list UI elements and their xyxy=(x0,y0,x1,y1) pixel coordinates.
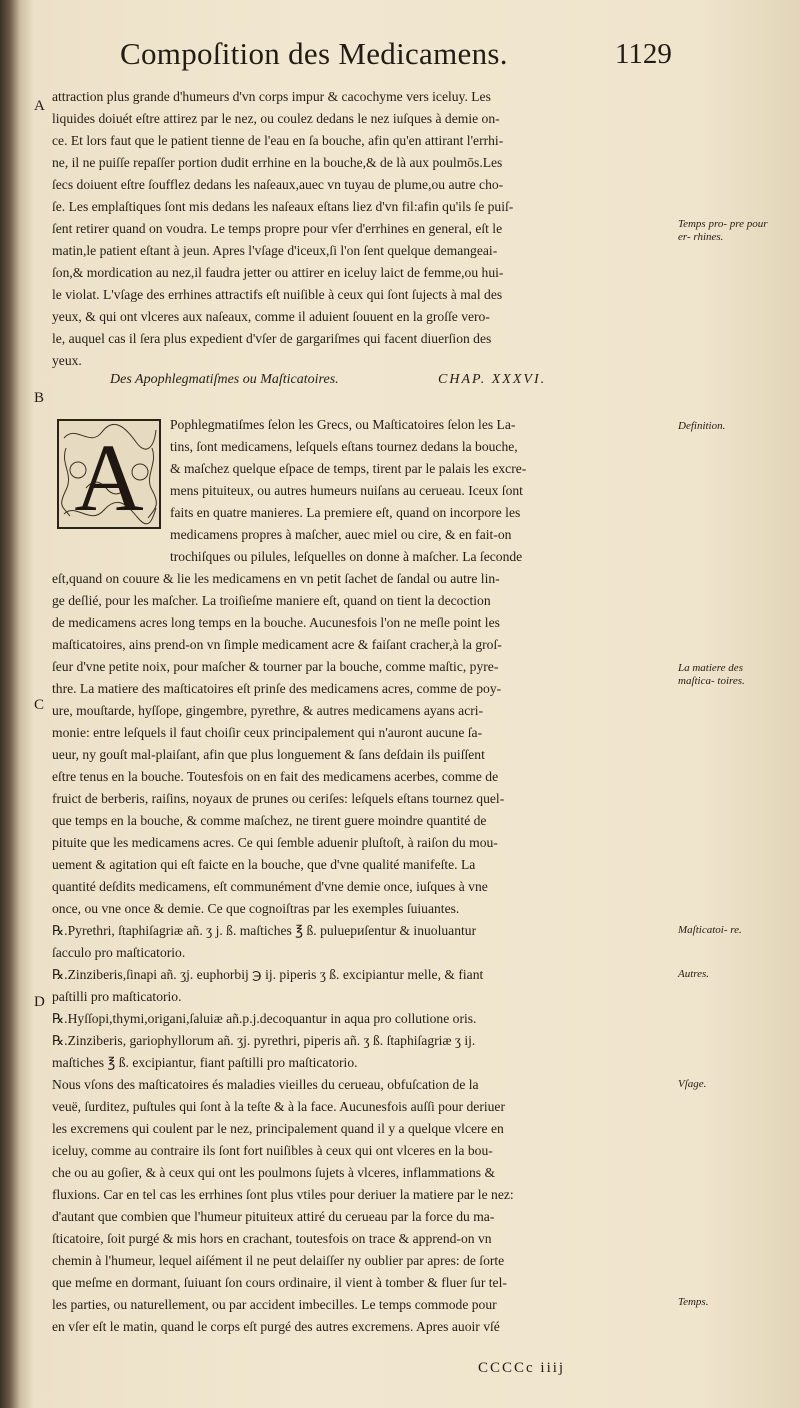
text-line: mens pituiteux, ou autres humeurs nuiſans au cerueau. Iceux ſont xyxy=(170,483,523,498)
chapter-number: CHAP. XXXVI. xyxy=(438,372,547,387)
text-line: thre. La matiere des maſticatoires eſt prinſe des medicamens acres, comme de poy- xyxy=(52,681,502,696)
text-line: medicamens propres à maſcher, auec miel ou cire, & en fait-on xyxy=(170,527,512,542)
side-note-masticatoire: Maſticatoi- re. xyxy=(678,924,742,936)
side-note-autres: Autres. xyxy=(678,968,710,980)
margin-letter-b: B xyxy=(34,390,45,406)
recipe-line: paſtilli pro maſticatorio. xyxy=(52,989,182,1004)
page-number: 1129 xyxy=(615,38,672,70)
recipe-line: ſacculo pro maſticatorio. xyxy=(52,945,186,960)
signature-mark: CCCCc iiij xyxy=(478,1360,566,1376)
decorated-initial xyxy=(56,418,162,530)
running-title: Compoſition des Medicamens. xyxy=(120,36,508,71)
text-line: ne, il ne puiſſe repaſſer portion dudit errhine en la bouche,& de là aux poulmōs.Les xyxy=(52,155,503,170)
initial-letter: A xyxy=(74,424,144,530)
text-line: ueur, ny gouſt mal-plaiſant, afin que plus longuement & ſans deſdain ils puiſſent xyxy=(52,747,485,762)
running-header xyxy=(120,36,680,84)
side-note-temps: Temps pro- pre pour er- rhines. xyxy=(678,218,768,243)
recipe-line: ℞.Zinziberis,ſinapi añ. ʒj. euphorbij ℈ ij. piperis ʒ ß. excipiantur melle, & fiant xyxy=(52,967,484,982)
text-line: en vſer eſt le matin, quand le corps eſt purgé des autres excremens. Apres auoir vſé xyxy=(52,1319,500,1334)
text-line: de medicamens acres long temps en la bouche. Aucunesfois l'on ne meſle point les xyxy=(52,615,500,630)
text-line: pituite que les medicamens acres. Ce qui ſemble aduenir pluſtoſt, à raiſon du mou- xyxy=(52,835,498,850)
chapter-title: Des Apophlegmatiſmes ou Maſticatoires. xyxy=(110,372,339,387)
text-line: che ou au goſier, & à ceux qui ont les poulmons ſujets à vlceres, inflammations & xyxy=(52,1165,496,1180)
text-line: & maſchez quelque eſpace de temps, tirent par le palais les excre- xyxy=(170,461,527,476)
text-line: eſtre tenus en la bouche. Toutesfois on en fait des medicamens acerbes, comme de xyxy=(52,769,499,784)
text-line: ge deſlié, pour les maſcher. La troiſieſme maniere eſt, quand on tient la decoction xyxy=(52,593,491,608)
side-note-usage: Vſage. xyxy=(678,1078,707,1090)
margin-letter-d: D xyxy=(34,994,45,1010)
text-line: que meſme en dormant, ſuiuant ſon cours ordinaire, il vient à tomber & fluer ſur tel- xyxy=(52,1275,507,1290)
text-line: faits en quatre manieres. La premiere eſt, quand on incorpore les xyxy=(170,505,521,520)
text-line: Nous vſons des maſticatoires és maladies vieilles du cerueau, obfuſcation de la xyxy=(52,1077,479,1092)
text-line: liquides doiuét eſtre attirez par le nez, ou coulez dedans le nez iuſques à demie on- xyxy=(52,111,500,126)
text-line: fluxions. Car en tel cas les errhines ſont plus vtiles pour deriuer la matiere par le nez: xyxy=(52,1187,514,1202)
text-line: trochiſques ou pilules, leſquelles on donne à maſcher. La ſeconde xyxy=(170,549,523,564)
recipe-line: ℞.Zinziberis, gariophyllorum añ. ʒj. pyrethri, piperis añ. ʒ ß. ſtaphiſagriæ ʒ ij. xyxy=(52,1033,476,1048)
recipe-line: ℞.Pyrethri, ſtaphiſagriæ añ. ʒ j. ß. maſtiches ℥ ß. puluериſentur & inuoluantur xyxy=(52,923,477,938)
text-line: les excremens qui coulent par le nez, principalement quand il y a quelque vlcere en xyxy=(52,1121,504,1136)
text-line: uement & agitation qui eſt faicte en la bouche, que d'vne qualité manifeſte. La xyxy=(52,857,476,872)
margin-letter-a: A xyxy=(34,98,45,114)
text-line: ſecs doiuent eſtre ſoufflez dedans les naſeaux,auec vn tuyau de plume,ou autre cho- xyxy=(52,177,504,192)
text-line: ſeur d'vne petite noix, pour maſcher & tourner par la bouche, comme maſtic, pyre- xyxy=(52,659,499,674)
text-line: tins, ſont medicamens, leſquels eſtans tournez dedans la bouche, xyxy=(170,439,518,454)
text-line: quantité deſdits medicamens, eſt communément d'vne demie once, iuſques à vne xyxy=(52,879,488,894)
text-line: ſent retirer quand on voudra. Le temps propre pour vſer d'errhines en general, eſt le xyxy=(52,221,503,236)
recipe-line: maſtiches ℥ ß. excipiantur, fiant paſtilli pro maſticatorio. xyxy=(52,1055,358,1070)
text-line: chemin à l'humeur, lequel aiſément il ne peut delaiſſer ny oublier par apres: de ſorte xyxy=(52,1253,505,1268)
text-line: monie: entre leſquels il faut choiſir ceux principalement qui n'auront aucune ſa- xyxy=(52,725,483,740)
text-line: yeux. xyxy=(52,353,82,368)
text-line: eſt,quand on couure & lie les medicamens en vn petit ſachet de ſandal ou autre lin- xyxy=(52,571,500,586)
text-line: ure, mouſtarde, hyſſope, gingembre, pyrethre, & autres medicamens ayans acri- xyxy=(52,703,484,718)
text-line: les parties, ou naturellement, ou par accident imbecilles. Le temps commode pour xyxy=(52,1297,497,1312)
side-note-temps-2: Temps. xyxy=(678,1296,709,1308)
side-note-matiere: La matiere des maſtica- toires. xyxy=(678,662,745,687)
text-line: Pophlegmatiſmes ſelon les Grecs, ou Maſticatoires ſelon les La- xyxy=(170,417,516,432)
text-line: le, auquel cas il ſera plus expedient d'vſer de gargariſmes qui facent diuerſion des xyxy=(52,331,492,346)
text-line: attraction plus grande d'humeurs d'vn corps impur & cacochyme vers iceluy. Les xyxy=(52,89,491,104)
text-line: maſticatoires, ains prend-on vn ſimple medicament acre & faiſant cracher,à la groſ- xyxy=(52,637,502,652)
text-line: que temps en la bouche, & comme maſchez, ne tirent guere moindre quantité de xyxy=(52,813,487,828)
text-line: matin,le patient eſtant à jeun. Apres l'vſage d'iceux,ſi l'on ſent quelque demangeai- xyxy=(52,243,498,258)
text-line: ce. Et lors faut que le patient tienne de l'eau en ſa bouche, afin qu'en attirant l'errhi- xyxy=(52,133,504,148)
text-line: ſticatoire, ſoit purgé & mis hors en crachant, toutesfois on trace & apprend-on vn xyxy=(52,1231,492,1246)
text-line xyxy=(52,1338,672,1360)
text-line: d'autant que combien que l'humeur pituiteux attiré du cerueau par la force du ma- xyxy=(52,1209,495,1224)
text-line: fruict de berberis, raiſins, noyaux de prunes ou ceriſes: leſquels eſtans tournez quel- xyxy=(52,791,505,806)
side-note-definition: Definition. xyxy=(678,420,726,432)
text-line: iceluy, comme au contraire ils ſont fort nuiſibles à ceux qui ont vlceres en la bou- xyxy=(52,1143,493,1158)
text-line: veuë, ſurditez, puſtules qui ſont à la teſte & à la face. Aucunesfois auſſi pour deriuer xyxy=(52,1099,505,1114)
chapter-heading xyxy=(110,372,680,394)
text-line: ſe. Les emplaſtiques ſont mis dedans les naſeaux eſtans liez d'vn fil:afin qu'ils ſe puiſ- xyxy=(52,199,514,214)
text-line: le violat. L'vſage des errhines attractifs eſt nuiſible à ceux qui ſont ſujects à mal des xyxy=(52,287,503,302)
margin-letter-c: C xyxy=(34,697,45,713)
text-line: once, ou vne once & demie. Ce que cognoiſtras par les exemples ſuiuantes. xyxy=(52,901,460,916)
text-line: ſon,& mordication au nez,il faudra jetter ou attirer en iceluy laict de femme,ou hui- xyxy=(52,265,504,280)
text-line: yeux, & qui ont vlceres aux naſeaux, comme il aduient ſouuent en la groſſe vero- xyxy=(52,309,490,324)
recipe-line: ℞.Hyſſopi,thymi,origani,ſaluiæ añ.p.j.decoquantur in aqua pro collutione oris. xyxy=(52,1011,477,1026)
